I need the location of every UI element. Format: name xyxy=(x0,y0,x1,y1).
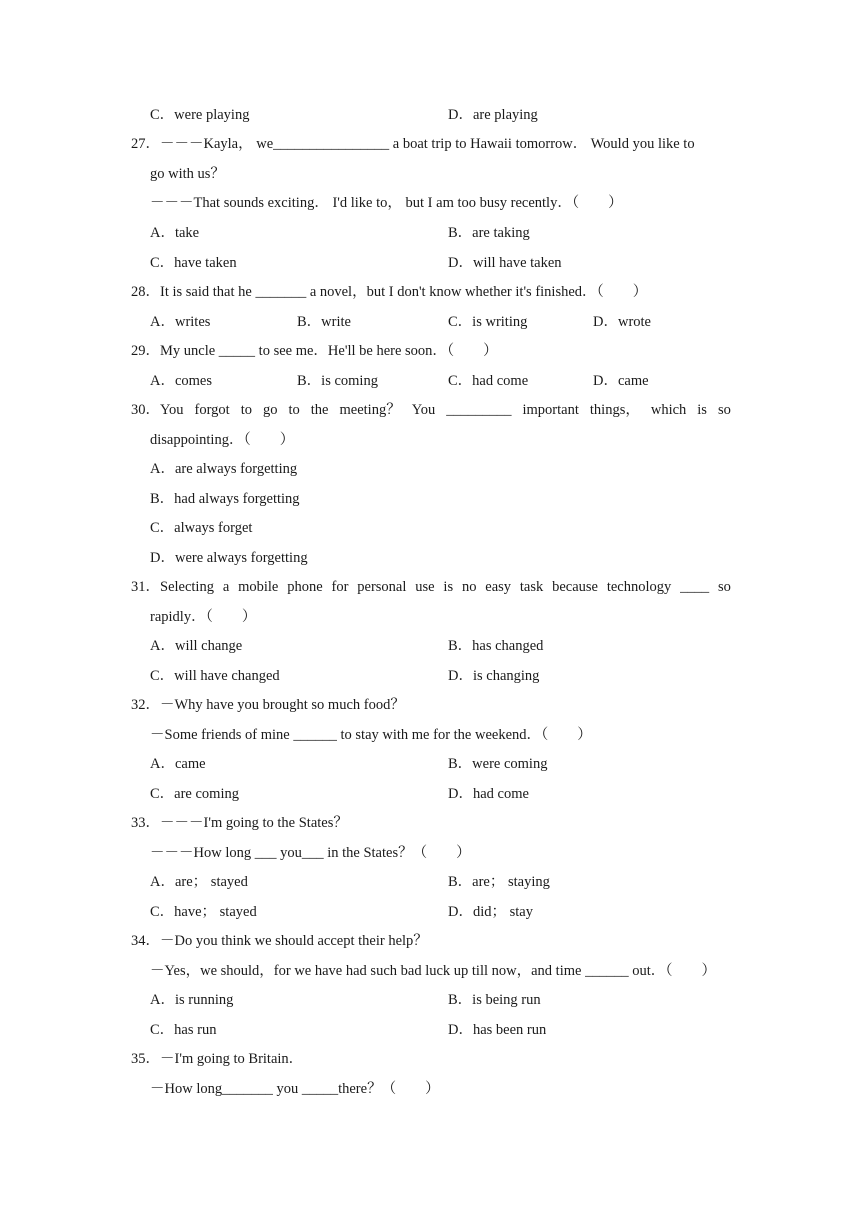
question-32-reply: －Some friends of mine ______ to stay with me for the weekend．（ ） xyxy=(150,727,592,743)
option-c: C．were playing xyxy=(150,107,250,123)
q30-word: meeting？ xyxy=(339,402,401,418)
q29-option-c: C．had come xyxy=(448,373,529,389)
q31-word: technology xyxy=(606,579,672,595)
q34-option-d: D．has been run xyxy=(448,1022,547,1038)
q32-option-b: B．were coming xyxy=(448,756,548,772)
q31-word: phone xyxy=(287,579,323,595)
q30-word: so xyxy=(717,402,731,418)
q30-option-a: A．are always forgetting xyxy=(150,461,298,477)
q34-option-b: B．is being run xyxy=(448,992,541,1008)
q31-option-d: D．is changing xyxy=(448,668,540,684)
q30-word: to xyxy=(288,402,300,418)
question-30-text xyxy=(131,401,731,419)
question-32-text: 32．－Why have you brought so much food？ xyxy=(131,697,405,713)
q30-option-d: D．were always forgetting xyxy=(150,550,308,566)
q33-option-b: B．are； staying xyxy=(448,874,550,890)
q32-option-d: D．had come xyxy=(448,786,529,802)
question-28-text: 28．It is said that he _______ a novel，but I don't know whether it's finished．（ ） xyxy=(131,284,648,300)
q28-option-d: D．wrote xyxy=(593,314,651,330)
question-33-text: 33．－－－I'm going to the States？ xyxy=(131,815,348,831)
q28-option-b: B．write xyxy=(297,314,351,330)
q31-word: for xyxy=(331,579,349,595)
question-31-text xyxy=(131,578,731,596)
q27-option-b: B．are taking xyxy=(448,225,530,241)
q30-option-c: C．always forget xyxy=(150,520,253,536)
q31-option-b: B．has changed xyxy=(448,638,544,654)
q33-option-c: C．have； stayed xyxy=(150,904,257,920)
question-27-text: 27．－－－Kayla， we________________ a boat trip to Hawaii tomorrow． Would you like to xyxy=(131,136,695,152)
q29-option-b: B．is coming xyxy=(297,373,378,389)
q32-option-c: C．are coming xyxy=(150,786,239,802)
q31-word: so xyxy=(717,579,731,595)
q27-option-d: D．will have taken xyxy=(448,255,562,271)
q31-word: easy xyxy=(485,579,512,595)
q31-word: because xyxy=(552,579,598,595)
question-34-text: 34．－Do you think we should accept their help？ xyxy=(131,933,428,949)
q31-word: no xyxy=(461,579,477,595)
question-29-text: 29．My uncle _____ to see me．He'll be here soon．（ ） xyxy=(131,343,498,359)
q30-word: forgot xyxy=(194,402,230,418)
q27-option-a: A．take xyxy=(150,225,200,241)
q30-word: important xyxy=(522,402,579,418)
question-34-reply: －Yes，we should，for we have had such bad luck up till now，and time ______ out．（ ） xyxy=(150,963,716,979)
q30-word: things， xyxy=(589,402,640,418)
q28-option-a: A．writes xyxy=(150,314,211,330)
q30-word: is xyxy=(697,402,707,418)
q29-option-a: A．comes xyxy=(150,373,213,389)
q30-word: to xyxy=(240,402,252,418)
option-d: D．are playing xyxy=(448,107,538,123)
q31-option-c: C．will have changed xyxy=(150,668,280,684)
q31-word: is xyxy=(443,579,454,595)
q31-option-a: A．will change xyxy=(150,638,243,654)
question-30-text-cont: disappointing．（ ） xyxy=(150,432,295,448)
q31-word: a xyxy=(222,579,230,595)
q30-word: _________ xyxy=(446,402,512,418)
question-27-text-cont: go with us？ xyxy=(150,166,225,182)
q34-option-a: A．is running xyxy=(150,992,234,1008)
q31-word: personal xyxy=(357,579,407,595)
question-35-reply: －How long_______ you _____there？（ ） xyxy=(150,1081,440,1097)
q31-word: task xyxy=(519,579,544,595)
q34-option-c: C．has run xyxy=(150,1022,217,1038)
q31-word: ____ xyxy=(680,579,710,595)
q30-word: You xyxy=(411,402,436,418)
question-31-text-cont: rapidly．（ ） xyxy=(150,609,257,625)
q28-option-c: C．is writing xyxy=(448,314,528,330)
q33-option-a: A．are； stayed xyxy=(150,874,248,890)
q29-option-d: D．came xyxy=(593,373,649,389)
question-35-text: 35．－I'm going to Britain． xyxy=(131,1051,304,1067)
q30-word: which xyxy=(650,402,687,418)
q33-option-d: D．did； stay xyxy=(448,904,533,920)
q30-word: the xyxy=(310,402,329,418)
q27-option-c: C．have taken xyxy=(150,255,237,271)
question-27-reply: －－－That sounds exciting． I'd like to， but I am too busy recently．（ ） xyxy=(150,195,623,211)
question-33-reply: －－－How long ___ you___ in the States？（ ） xyxy=(150,845,471,861)
q31-word: use xyxy=(415,579,435,595)
q30-option-b: B．had always forgetting xyxy=(150,491,300,507)
q31-word: 31．Selecting xyxy=(131,579,214,595)
q32-option-a: A．came xyxy=(150,756,206,772)
q30-word: 30．You xyxy=(131,402,184,418)
q31-word: mobile xyxy=(238,579,279,595)
q30-word: go xyxy=(263,402,278,418)
